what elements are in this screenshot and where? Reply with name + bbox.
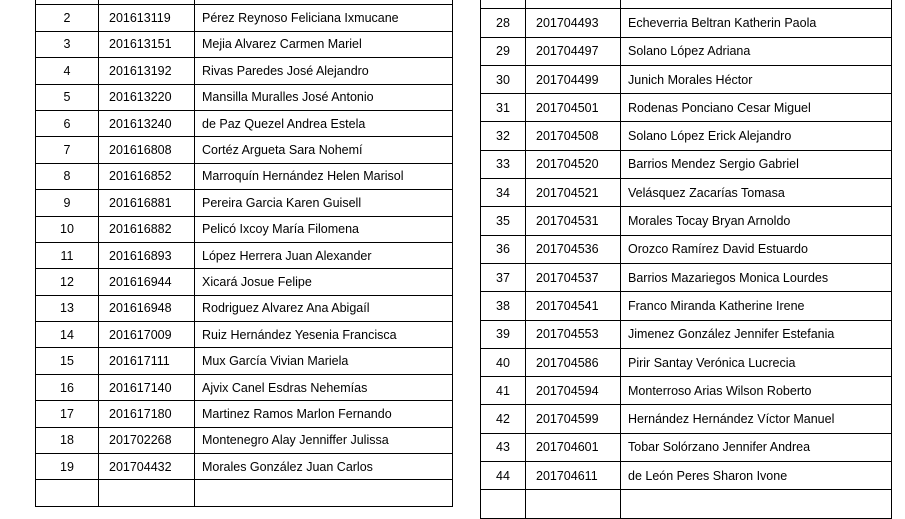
student-id: 201613151: [99, 31, 195, 57]
table-row: [481, 65, 892, 93]
student-table-right-body: [481, 0, 892, 518]
row-number: 42: [481, 405, 526, 433]
row-number: 12: [36, 269, 99, 295]
table-row: [36, 242, 453, 268]
student-name: [195, 480, 453, 506]
student-name: Monterroso Arias Wilson Roberto: [621, 377, 892, 405]
row-number: [481, 0, 526, 9]
student-id: 201616881: [99, 190, 195, 216]
student-id: 201704594: [526, 377, 621, 405]
student-name: Marroquín Hernández Helen Marisol: [195, 163, 453, 189]
student-name: Barrios Mazariegos Monica Lourdes: [621, 263, 892, 291]
student-id: 201616944: [99, 269, 195, 295]
row-number: 13: [36, 295, 99, 321]
table-row: [36, 269, 453, 295]
row-number: 7: [36, 137, 99, 163]
table-row: [36, 84, 453, 110]
student-table-left-body: [36, 0, 453, 506]
row-number: 14: [36, 322, 99, 348]
student-name: Mejia Alvarez Carmen Mariel: [195, 31, 453, 57]
table-row: [36, 480, 453, 506]
table-row: [36, 163, 453, 189]
student-name: de León Peres Sharon Ivone: [621, 462, 892, 490]
student-name: Ruiz Hernández Yesenia Francisca: [195, 322, 453, 348]
student-id: 201616882: [99, 216, 195, 242]
student-name: Rodenas Ponciano Cesar Miguel: [621, 94, 892, 122]
student-id: 201704599: [526, 405, 621, 433]
student-id: 201613192: [99, 58, 195, 84]
student-id: 201704499: [526, 65, 621, 93]
student-id: 201704493: [526, 9, 621, 37]
table-row: [36, 322, 453, 348]
student-id: 201616808: [99, 137, 195, 163]
row-number: 17: [36, 401, 99, 427]
row-number: 5: [36, 84, 99, 110]
student-id: 201617111: [99, 348, 195, 374]
student-id: 201704508: [526, 122, 621, 150]
student-name: Montenegro Alay Jenniffer Julissa: [195, 427, 453, 453]
table-row: [36, 190, 453, 216]
student-name: Cortéz Argueta Sara Nohemí: [195, 137, 453, 163]
student-id: 201613119: [99, 5, 195, 31]
student-id: 201704601: [526, 433, 621, 461]
table-row: [36, 110, 453, 136]
student-id: 201704432: [99, 454, 195, 480]
row-number: 11: [36, 242, 99, 268]
table-row: [36, 427, 453, 453]
student-name: Orozco Ramírez David Estuardo: [621, 235, 892, 263]
row-number: 35: [481, 207, 526, 235]
student-name: Mux García Vivian Mariela: [195, 348, 453, 374]
student-name: Jimenez González Jennifer Estefania: [621, 320, 892, 348]
table-row: [481, 9, 892, 37]
student-name: Franco Miranda Katherine Irene: [621, 292, 892, 320]
row-number: 3: [36, 31, 99, 57]
student-name: Ajvix Canel Esdras Nehemías: [195, 374, 453, 400]
row-number: 36: [481, 235, 526, 263]
student-id: 201704501: [526, 94, 621, 122]
student-id: [99, 480, 195, 506]
student-id: 201616893: [99, 242, 195, 268]
student-id: 201704531: [526, 207, 621, 235]
student-id: 201704553: [526, 320, 621, 348]
table-row: [481, 292, 892, 320]
row-number: 6: [36, 110, 99, 136]
student-id: 201616852: [99, 163, 195, 189]
table-row: [36, 58, 453, 84]
student-id: 201617009: [99, 322, 195, 348]
student-name: Pelicó Ixcoy María Filomena: [195, 216, 453, 242]
table-row: [481, 37, 892, 65]
student-name: Solano López Adriana: [621, 37, 892, 65]
table-row: [481, 490, 892, 518]
row-number: 34: [481, 179, 526, 207]
student-table-right: [480, 0, 892, 519]
table-row: [36, 295, 453, 321]
student-id: [526, 490, 621, 518]
row-number: 33: [481, 150, 526, 178]
table-row: [481, 320, 892, 348]
table-row: [36, 401, 453, 427]
row-number: 2: [36, 5, 99, 31]
student-name: Mansilla Muralles José Antonio: [195, 84, 453, 110]
student-name: [621, 0, 892, 9]
row-number: 10: [36, 216, 99, 242]
table-row: [481, 122, 892, 150]
student-name: Rodriguez Alvarez Ana Abigaíl: [195, 295, 453, 321]
student-name: Morales González Juan Carlos: [195, 454, 453, 480]
student-id: 201617140: [99, 374, 195, 400]
student-name: López Herrera Juan Alexander: [195, 242, 453, 268]
table-row: [481, 207, 892, 235]
table-row: [481, 0, 892, 9]
student-id: 201702268: [99, 427, 195, 453]
student-id: 201616948: [99, 295, 195, 321]
student-name: Martinez Ramos Marlon Fernando: [195, 401, 453, 427]
student-name: Tobar Solórzano Jennifer Andrea: [621, 433, 892, 461]
table-row: [481, 235, 892, 263]
table-row: [481, 377, 892, 405]
student-id: 201704521: [526, 179, 621, 207]
student-name: Hernández Hernández Víctor Manuel: [621, 405, 892, 433]
row-number: 16: [36, 374, 99, 400]
row-number: 43: [481, 433, 526, 461]
student-name: Pirir Santay Verónica Lucrecia: [621, 348, 892, 376]
student-id: 201704537: [526, 263, 621, 291]
row-number: 40: [481, 348, 526, 376]
student-id: [526, 0, 621, 9]
table-row: [36, 454, 453, 480]
table-row: [481, 348, 892, 376]
table-row: [36, 216, 453, 242]
row-number: 4: [36, 58, 99, 84]
student-name: Rivas Paredes José Alejandro: [195, 58, 453, 84]
student-id: 201704536: [526, 235, 621, 263]
student-id: 201704586: [526, 348, 621, 376]
row-number: 30: [481, 65, 526, 93]
table-row: [36, 5, 453, 31]
table-row: [36, 374, 453, 400]
row-number: 44: [481, 462, 526, 490]
table-row: [481, 263, 892, 291]
student-id: 201613220: [99, 84, 195, 110]
row-number: [36, 480, 99, 506]
student-name: Morales Tocay Bryan Arnoldo: [621, 207, 892, 235]
student-name: [621, 490, 892, 518]
table-row: [481, 179, 892, 207]
student-name: Xicará Josue Felipe: [195, 269, 453, 295]
table-row: [36, 348, 453, 374]
row-number: 8: [36, 163, 99, 189]
student-id: 201617180: [99, 401, 195, 427]
row-number: 41: [481, 377, 526, 405]
row-number: 29: [481, 37, 526, 65]
row-number: 19: [36, 454, 99, 480]
row-number: 38: [481, 292, 526, 320]
row-number: [481, 490, 526, 518]
student-name: Echeverria Beltran Katherin Paola: [621, 9, 892, 37]
student-id: 201704520: [526, 150, 621, 178]
student-name: Pérez Reynoso Feliciana Ixmucane: [195, 5, 453, 31]
table-row: [481, 150, 892, 178]
student-name: Solano López Erick Alejandro: [621, 122, 892, 150]
student-id: 201704611: [526, 462, 621, 490]
row-number: 37: [481, 263, 526, 291]
student-name: de Paz Quezel Andrea Estela: [195, 110, 453, 136]
student-name: Velásquez Zacarías Tomasa: [621, 179, 892, 207]
table-row: [481, 433, 892, 461]
row-number: 32: [481, 122, 526, 150]
table-row: [481, 94, 892, 122]
student-name: Junich Morales Héctor: [621, 65, 892, 93]
student-table-left: [35, 0, 453, 507]
table-row: [36, 137, 453, 163]
table-row: [36, 31, 453, 57]
student-id: 201613240: [99, 110, 195, 136]
row-number: 18: [36, 427, 99, 453]
row-number: 15: [36, 348, 99, 374]
row-number: 28: [481, 9, 526, 37]
row-number: 9: [36, 190, 99, 216]
table-row: [481, 462, 892, 490]
table-row: [481, 405, 892, 433]
student-id: 201704497: [526, 37, 621, 65]
row-number: 31: [481, 94, 526, 122]
student-name: Barrios Mendez Sergio Gabriel: [621, 150, 892, 178]
student-id: 201704541: [526, 292, 621, 320]
row-number: 39: [481, 320, 526, 348]
student-name: Pereira Garcia Karen Guisell: [195, 190, 453, 216]
